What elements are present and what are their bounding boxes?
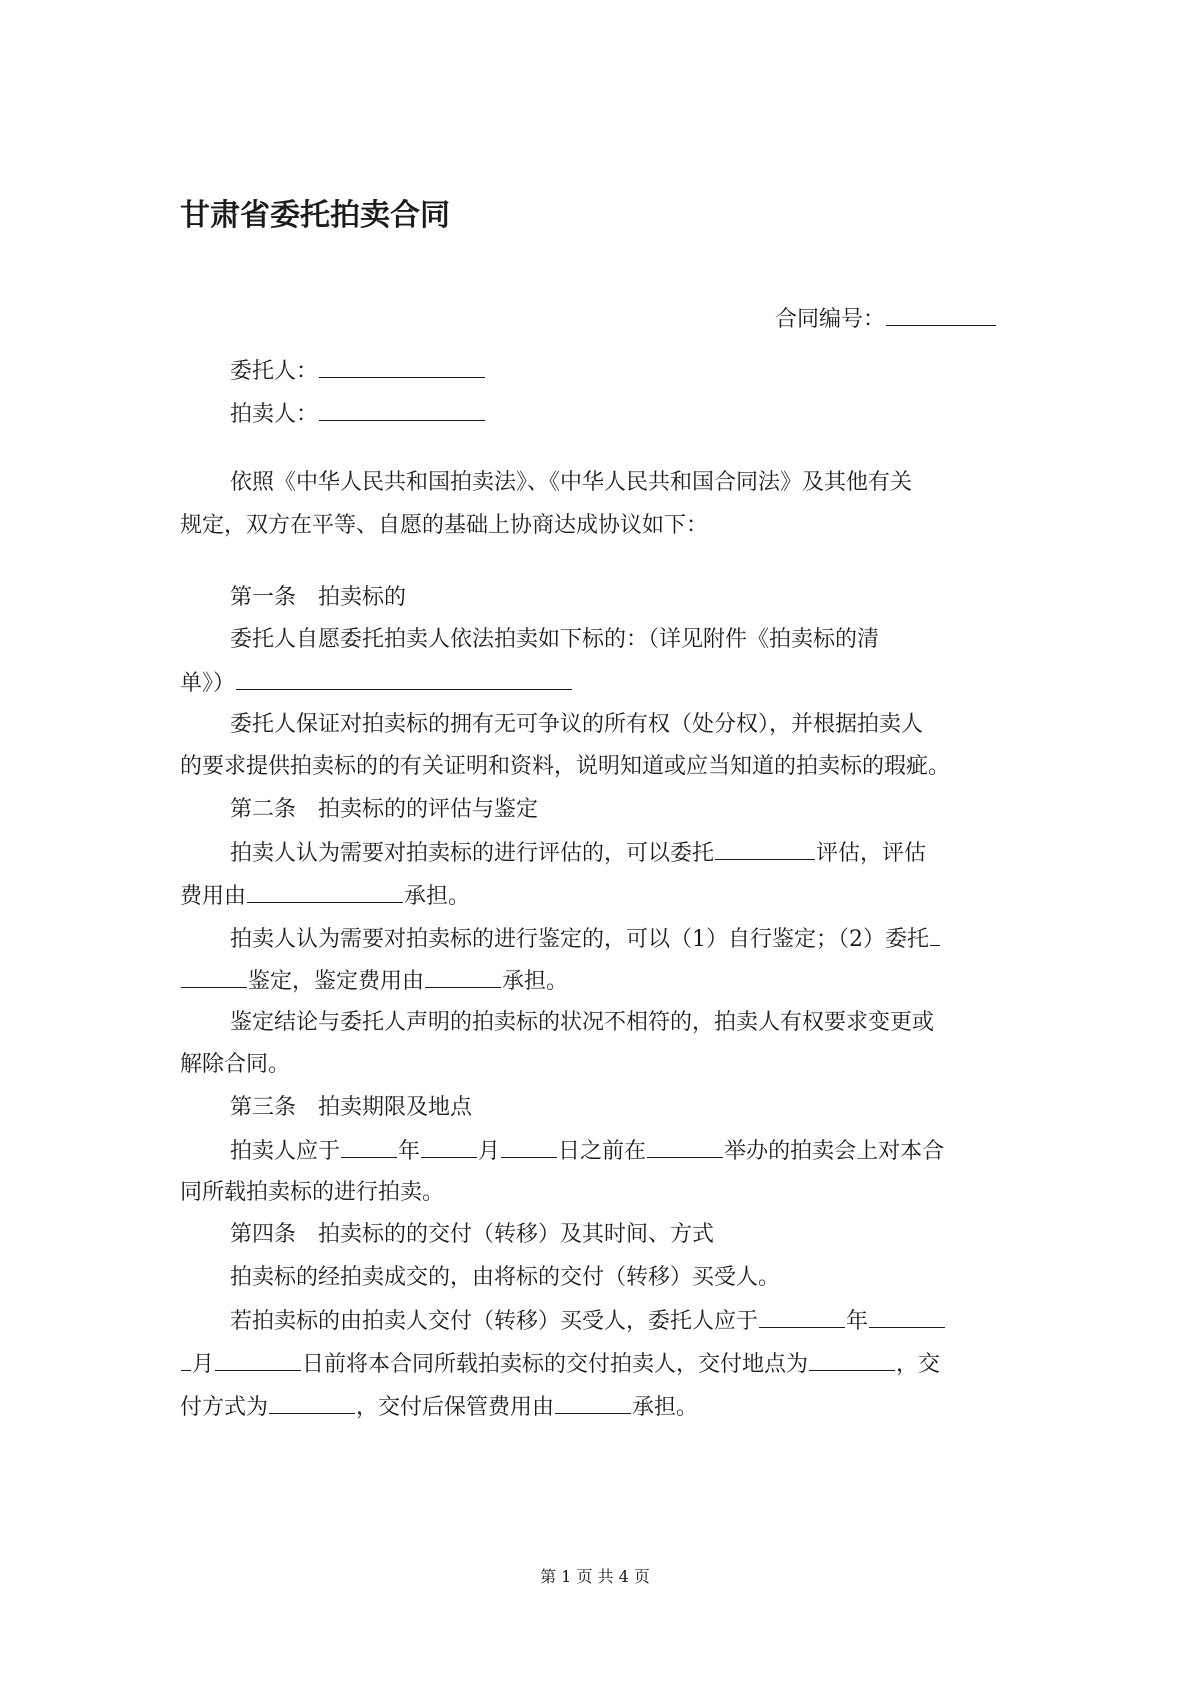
article-4-p1: 拍卖标的经拍卖成交的，由将标的交付（转移）买受人。 — [230, 1265, 781, 1290]
venue-blank — [647, 1135, 723, 1158]
identifier-blank-start — [930, 923, 940, 946]
day-label: 日之前在 — [558, 1139, 647, 1164]
article-3-text-b: 举办的拍卖会上对本合 — [724, 1139, 945, 1164]
article-4-text-f: 承担。 — [632, 1395, 699, 1420]
document-title: 甘肃省委托拍卖合同 — [180, 198, 450, 233]
article-2-p1-text-d: 承担。 — [404, 884, 471, 909]
auctioneer-blank — [319, 398, 485, 421]
article-2-p3-line2: 解除合同。 — [180, 1052, 291, 1077]
article-2-p2-text-c: 承担。 — [502, 969, 569, 994]
contract-number-label: 合同编号： — [774, 307, 885, 332]
article-4-text-c: ，交 — [896, 1352, 941, 1377]
article-1-p1-line1: 委托人自愿委托拍卖人依法拍卖如下标的：（详见附件《拍卖标的清 — [230, 627, 880, 652]
contract-number-blank — [886, 303, 996, 326]
year-blank — [341, 1135, 397, 1158]
article-2-p1-line1 — [180, 837, 1060, 869]
article-1-p2-line1: 委托人保证对拍卖标的拥有无可争议的所有权（处分权），并根据拍卖人 — [230, 712, 924, 737]
article-4-heading: 第四条 拍卖标的的交付（转移）及其时间、方式 — [230, 1222, 715, 1247]
article-3-p1-line2: 同所载拍卖标的进行拍卖。 — [180, 1180, 445, 1205]
storage-fee-payer-blank — [555, 1391, 631, 1414]
delivery-month-label: 月 — [192, 1352, 215, 1377]
article-2-p2-line2 — [180, 965, 1010, 997]
preamble-line-2: 规定，双方在平等、自愿的基础上协商达成协议如下： — [180, 513, 709, 538]
article-2-p1-text-c: 费用由 — [180, 884, 247, 909]
client-label: 委托人： — [230, 359, 319, 384]
delivery-year-blank — [759, 1305, 845, 1328]
auction-subject-blank — [236, 667, 572, 690]
page-number: 第 1 页 共 4 页 — [540, 1567, 650, 1586]
article-2-p2-text-a: 拍卖人认为需要对拍卖标的进行鉴定的，可以（1）自行鉴定；（2）委托 — [230, 927, 929, 952]
auctioneer-label: 拍卖人： — [230, 402, 319, 427]
client-line — [180, 355, 1060, 387]
delivery-year-label: 年 — [846, 1309, 869, 1334]
article-4-text-a: 若拍卖标的由拍卖人交付（转移）买受人，委托人应于 — [230, 1309, 759, 1334]
article-2-p1-text-b: 评估，评估 — [816, 841, 927, 866]
article-4-text-d: 付方式为 — [180, 1395, 269, 1420]
article-1-p1-line2 — [180, 667, 1010, 699]
article-3-heading: 第三条 拍卖期限及地点 — [230, 1095, 473, 1120]
delivery-day-blank — [215, 1348, 301, 1371]
article-4-p2-line2 — [180, 1348, 1010, 1380]
article-1-heading: 第一条 拍卖标的 — [230, 585, 407, 610]
article-3-text-a: 拍卖人应于 — [230, 1139, 341, 1164]
article-2-p2-text-b: 鉴定，鉴定费用由 — [248, 969, 425, 994]
article-4-p2-line3 — [180, 1391, 1010, 1423]
article-3-p1-line1 — [180, 1135, 1060, 1167]
article-2-p1-text-a: 拍卖人认为需要对拍卖标的进行评估的，可以委托 — [230, 841, 715, 866]
appraisal-fee-payer-blank — [247, 880, 403, 903]
article-1-p1-text: 单》） — [180, 671, 236, 696]
article-4-text-b: 日前将本合同所载拍卖标的交付拍卖人，交付地点为 — [302, 1352, 809, 1377]
identifier-blank-end — [181, 965, 247, 988]
year-label: 年 — [398, 1139, 421, 1164]
article-2-heading: 第二条 拍卖标的的评估与鉴定 — [230, 797, 539, 822]
preamble-line-1: 依照《中华人民共和国拍卖法》、《中华人民共和国合同法》及其他有关 — [230, 470, 913, 495]
delivery-place-blank — [809, 1348, 895, 1371]
contract-number — [775, 302, 997, 333]
appraiser-blank — [715, 837, 815, 860]
delivery-month-blank-end — [181, 1348, 191, 1371]
day-blank — [501, 1135, 557, 1158]
identification-fee-payer-blank — [425, 965, 501, 988]
article-2-p1-line2 — [180, 880, 1010, 912]
article-2-p3-line1: 鉴定结论与委托人声明的拍卖标的状况不相符的，拍卖人有权要求变更或 — [230, 1010, 935, 1035]
article-1-p2-line2: 的要求提供拍卖标的的有关证明和资料，说明知道或应当知道的拍卖标的瑕疵。 — [180, 754, 951, 779]
delivery-method-blank — [269, 1391, 355, 1414]
auctioneer-line — [180, 398, 1060, 430]
article-4-text-e: ，交付后保管费用由 — [356, 1395, 555, 1420]
month-label: 月 — [478, 1139, 501, 1164]
article-4-p2-line1 — [180, 1305, 1060, 1337]
client-blank — [319, 355, 485, 378]
delivery-month-blank-start — [869, 1305, 945, 1328]
month-blank — [421, 1135, 477, 1158]
article-2-p2-line1 — [180, 923, 1060, 955]
